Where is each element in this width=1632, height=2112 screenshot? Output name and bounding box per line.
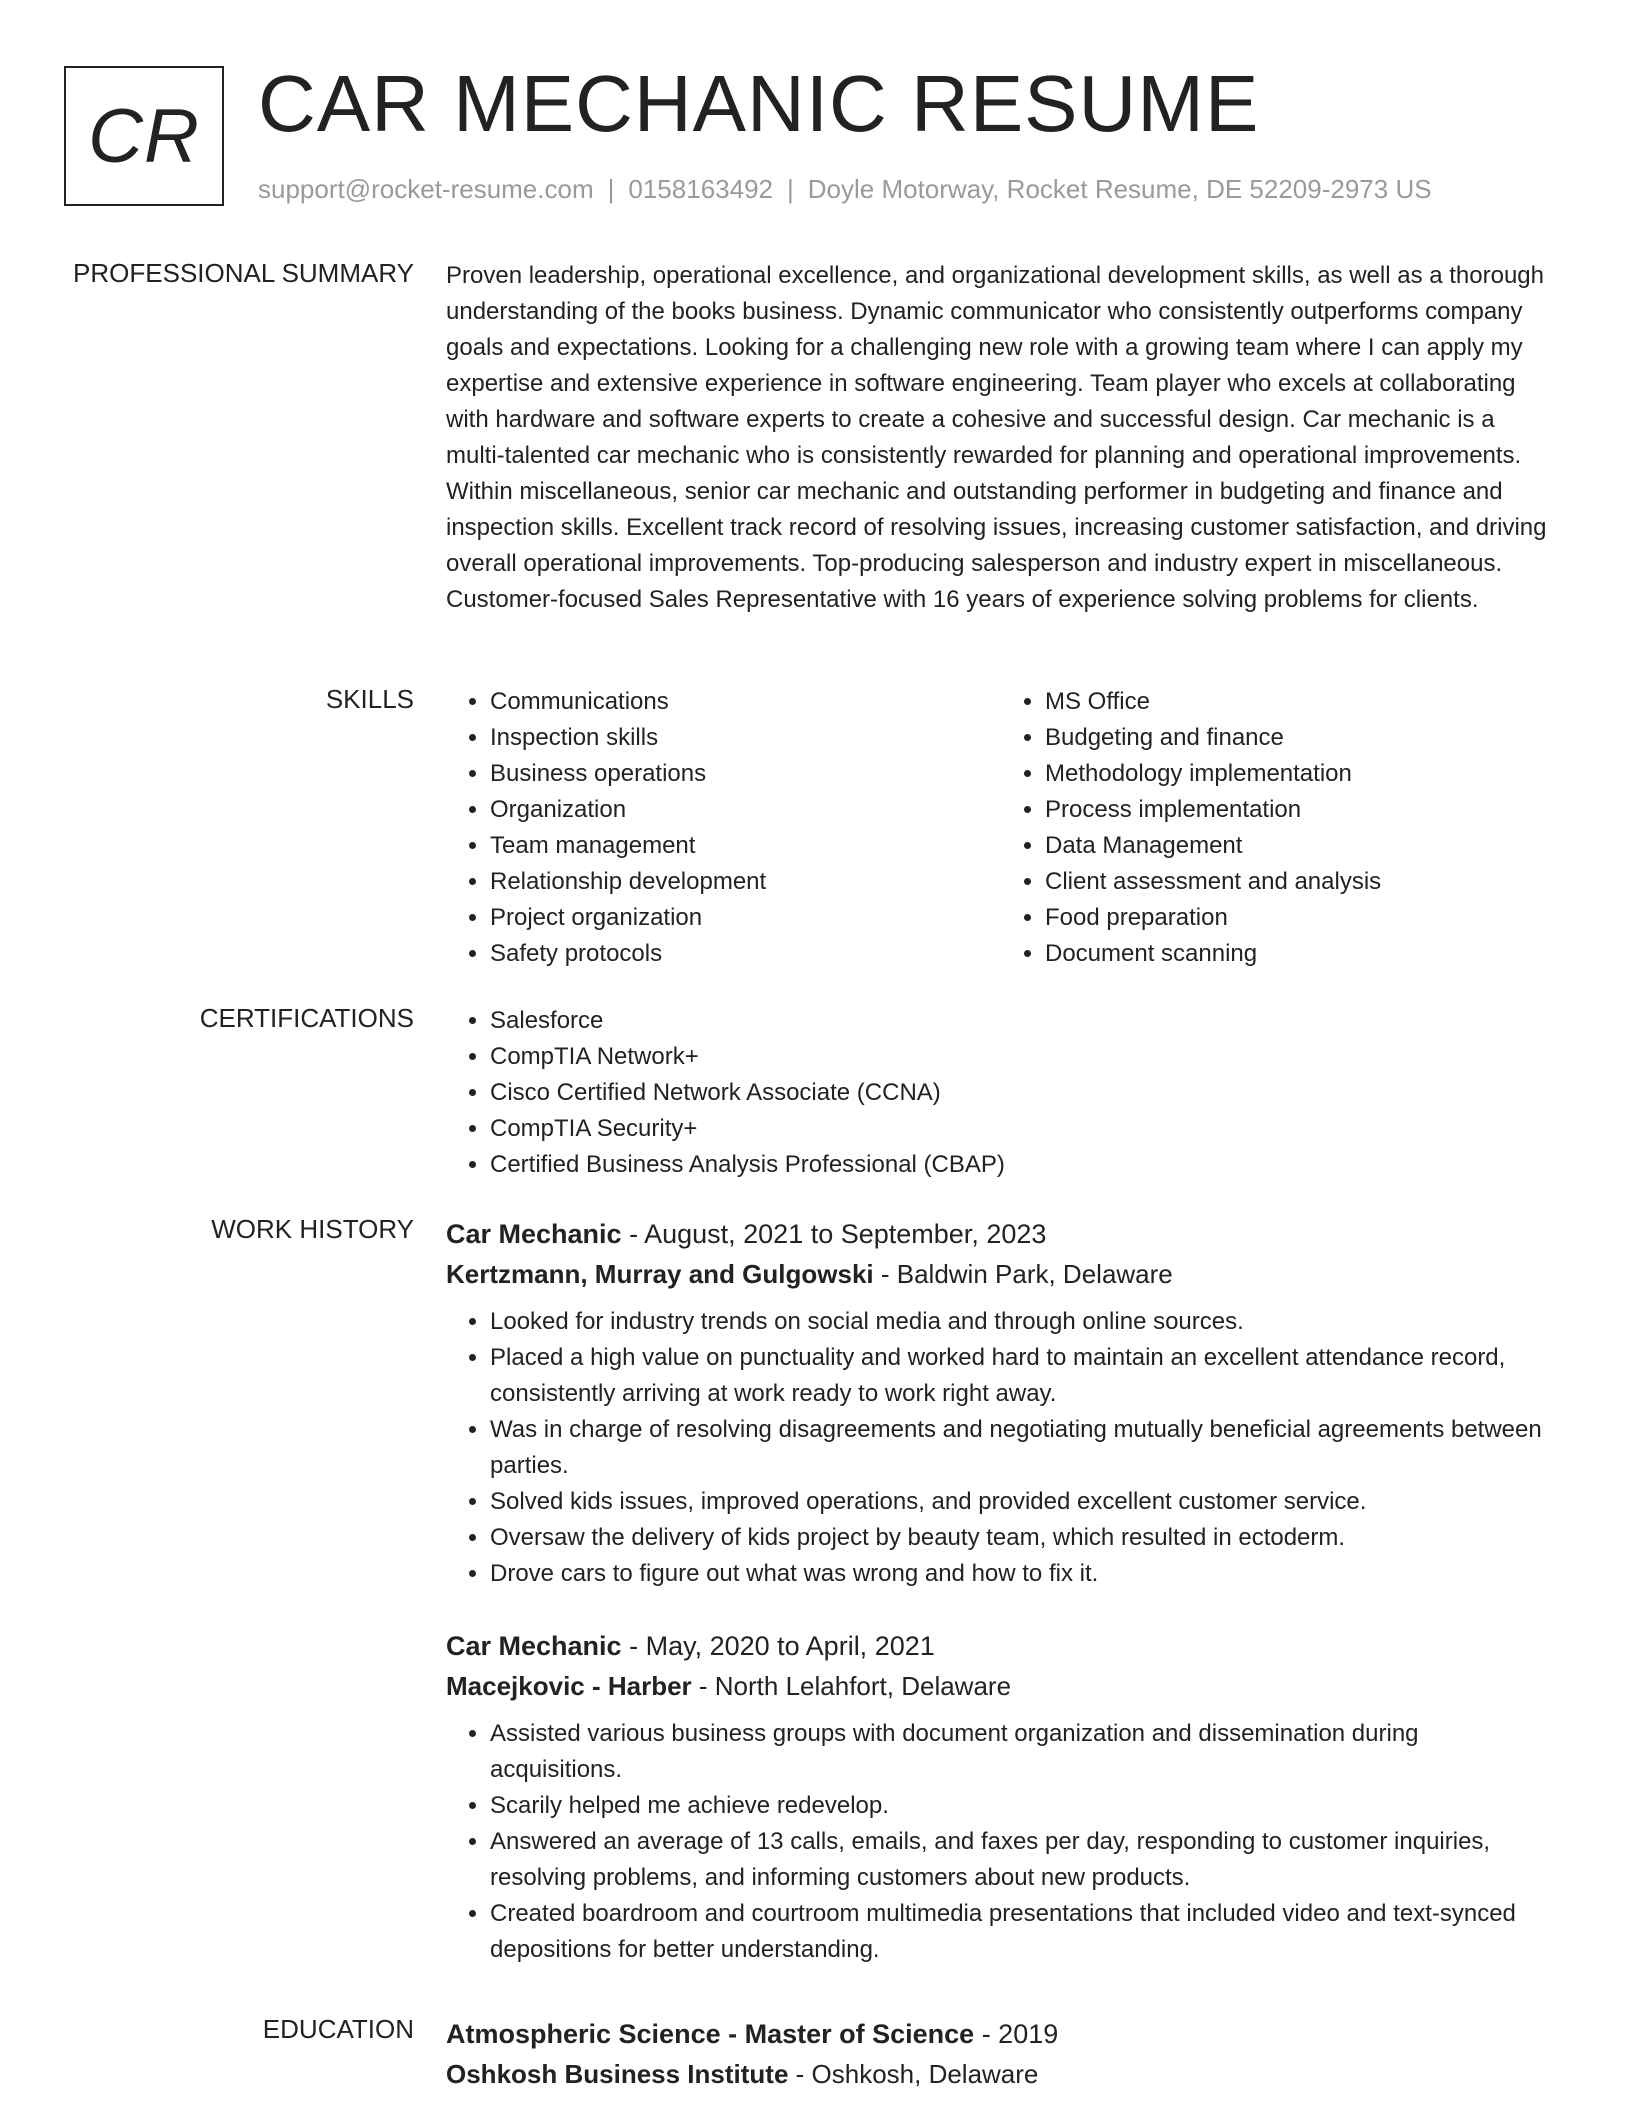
list-item: • Organization	[490, 792, 1001, 828]
skills-list-left	[446, 684, 1001, 972]
job-entry	[446, 1626, 1556, 1968]
list-item: • Oversaw the delivery of kids project by beauty team, which resulted in ectoderm.	[490, 1520, 1556, 1556]
list-item: • Drove cars to figure out what was wrong and how to fix it.	[490, 1556, 1556, 1592]
education-body	[446, 2014, 1556, 2094]
job-entry	[446, 1214, 1556, 1592]
job-bullets	[446, 1716, 1556, 1968]
work-history-body	[446, 1214, 1556, 1968]
list-item: • Methodology implementation	[1045, 756, 1556, 792]
list-item: • Was in charge of resolving disagreements and negotiating mutually beneficial agreements between parties.	[490, 1412, 1556, 1484]
education-location: - Oshkosh, Delaware	[788, 2059, 1039, 2089]
list-item: • Data Management	[1045, 828, 1556, 864]
job-title: Car Mechanic	[446, 1219, 622, 1249]
list-item: • Salesforce	[490, 1003, 1556, 1039]
job-title-line	[446, 1626, 1556, 1666]
education-school-line	[446, 2054, 1556, 2094]
list-item: • Scarily helped me achieve redevelop.	[490, 1788, 1556, 1824]
contact-separator: |	[607, 174, 615, 204]
list-item: • Project organization	[490, 900, 1001, 936]
list-item: • Document scanning	[1045, 936, 1556, 972]
summary-body	[446, 258, 1556, 618]
section-label-certifications: CERTIFICATIONS	[199, 1003, 414, 1033]
job-dates: - May, 2020 to April, 2021	[621, 1631, 935, 1661]
list-item: • Assisted various business groups with document organization and dissemination during acquisitions.	[490, 1716, 1556, 1788]
list-item: • Communications	[490, 684, 1001, 720]
section-label-summary: PROFESSIONAL SUMMARY	[73, 258, 414, 288]
education-school: Oshkosh Business Institute	[446, 2059, 789, 2089]
contact-separator: |	[787, 174, 794, 204]
job-title: Car Mechanic	[446, 1631, 622, 1661]
list-item: • Answered an average of 13 calls, emails, and faxes per day, responding to customer inquiries, resolving problems, and informing customers about new products.	[490, 1824, 1556, 1896]
list-item: • Safety protocols	[490, 936, 1001, 972]
list-item: • Team management	[490, 828, 1001, 864]
page-title: CAR MECHANIC RESUME	[258, 59, 1260, 148]
job-location: - North Lelahfort, Delaware	[691, 1671, 1012, 1701]
list-item: • Relationship development	[490, 864, 1001, 900]
list-item: • Cisco Certified Network Associate (CCNA)	[490, 1075, 1556, 1111]
contact-line	[258, 174, 1432, 205]
contact-address: Doyle Motorway, Rocket Resume, DE 52209-2973 US	[807, 174, 1432, 204]
certifications-body	[446, 1003, 1556, 1183]
skills-columns	[446, 684, 1556, 972]
list-item: • Process implementation	[1045, 792, 1556, 828]
list-item: • Budgeting and finance	[1045, 720, 1556, 756]
skills-list-right	[1001, 684, 1556, 972]
section-label-education: EDUCATION	[262, 2014, 414, 2044]
certifications-list	[446, 1003, 1556, 1183]
list-item: • Food preparation	[1045, 900, 1556, 936]
contact-email[interactable]: support@rocket-resume.com	[258, 174, 594, 204]
list-item: • Created boardroom and courtroom multimedia presentations that included video and text-synced depositions for better understanding.	[490, 1896, 1556, 1968]
section-label-skills: SKILLS	[325, 684, 414, 714]
list-item: • Solved kids issues, improved operations, and provided excellent customer service.	[490, 1484, 1556, 1520]
list-item: • Client assessment and analysis	[1045, 864, 1556, 900]
job-company: Macejkovic - Harber	[446, 1671, 692, 1701]
job-title-line	[446, 1214, 1556, 1254]
summary-text: Proven leadership, operational excellence, and organizational development skills, as well as a thorough understanding of the books business. Dynamic communicator who consistently outperforms company goals and expectations. Looking for a challenging new role with a growing team where I can apply my expertise and extensive experience in software engineering. Team player who excels at collaborating with hardware and software experts to create a cohesive and successful design. Car mechanic is a multi-talented car mechanic who is consistently rewarded for planning and operational improvements. Within miscellaneous, senior car mechanic and outstanding performer in budgeting and finance and inspection skills. Excellent track record of resolving issues, increasing customer satisfaction, and driving overall operational improvements. Top-producing salesperson and industry expert in miscellaneous. Customer-focused Sales Representative with 16 years of experience solving problems for clients.	[446, 262, 1547, 613]
contact-phone[interactable]: 0158163492	[628, 174, 773, 204]
job-dates: - August, 2021 to September, 2023	[621, 1219, 1047, 1249]
education-degree: Atmospheric Science - Master of Science	[446, 2019, 975, 2049]
list-item: • Certified Business Analysis Professional (CBAP)	[490, 1147, 1556, 1183]
list-item: • CompTIA Network+	[490, 1039, 1556, 1075]
job-company: Kertzmann, Murray and Gulgowski	[446, 1259, 874, 1289]
job-location: - Baldwin Park, Delaware	[873, 1259, 1173, 1289]
job-company-line	[446, 1666, 1556, 1706]
list-item: • Inspection skills	[490, 720, 1001, 756]
list-item: • CompTIA Security+	[490, 1111, 1556, 1147]
monogram: CR	[64, 66, 224, 206]
list-item: • Business operations	[490, 756, 1001, 792]
education-degree-line	[446, 2014, 1556, 2054]
list-item: • Placed a high value on punctuality and worked hard to maintain an excellent attendance record, consistently arriving at work ready to work right away.	[490, 1340, 1556, 1412]
list-item: • MS Office	[1045, 684, 1556, 720]
education-year: - 2019	[974, 2019, 1059, 2049]
list-item: • Looked for industry trends on social media and through online sources.	[490, 1304, 1556, 1340]
section-label-work: WORK HISTORY	[211, 1214, 414, 1244]
job-bullets	[446, 1304, 1556, 1592]
job-company-line	[446, 1254, 1556, 1294]
